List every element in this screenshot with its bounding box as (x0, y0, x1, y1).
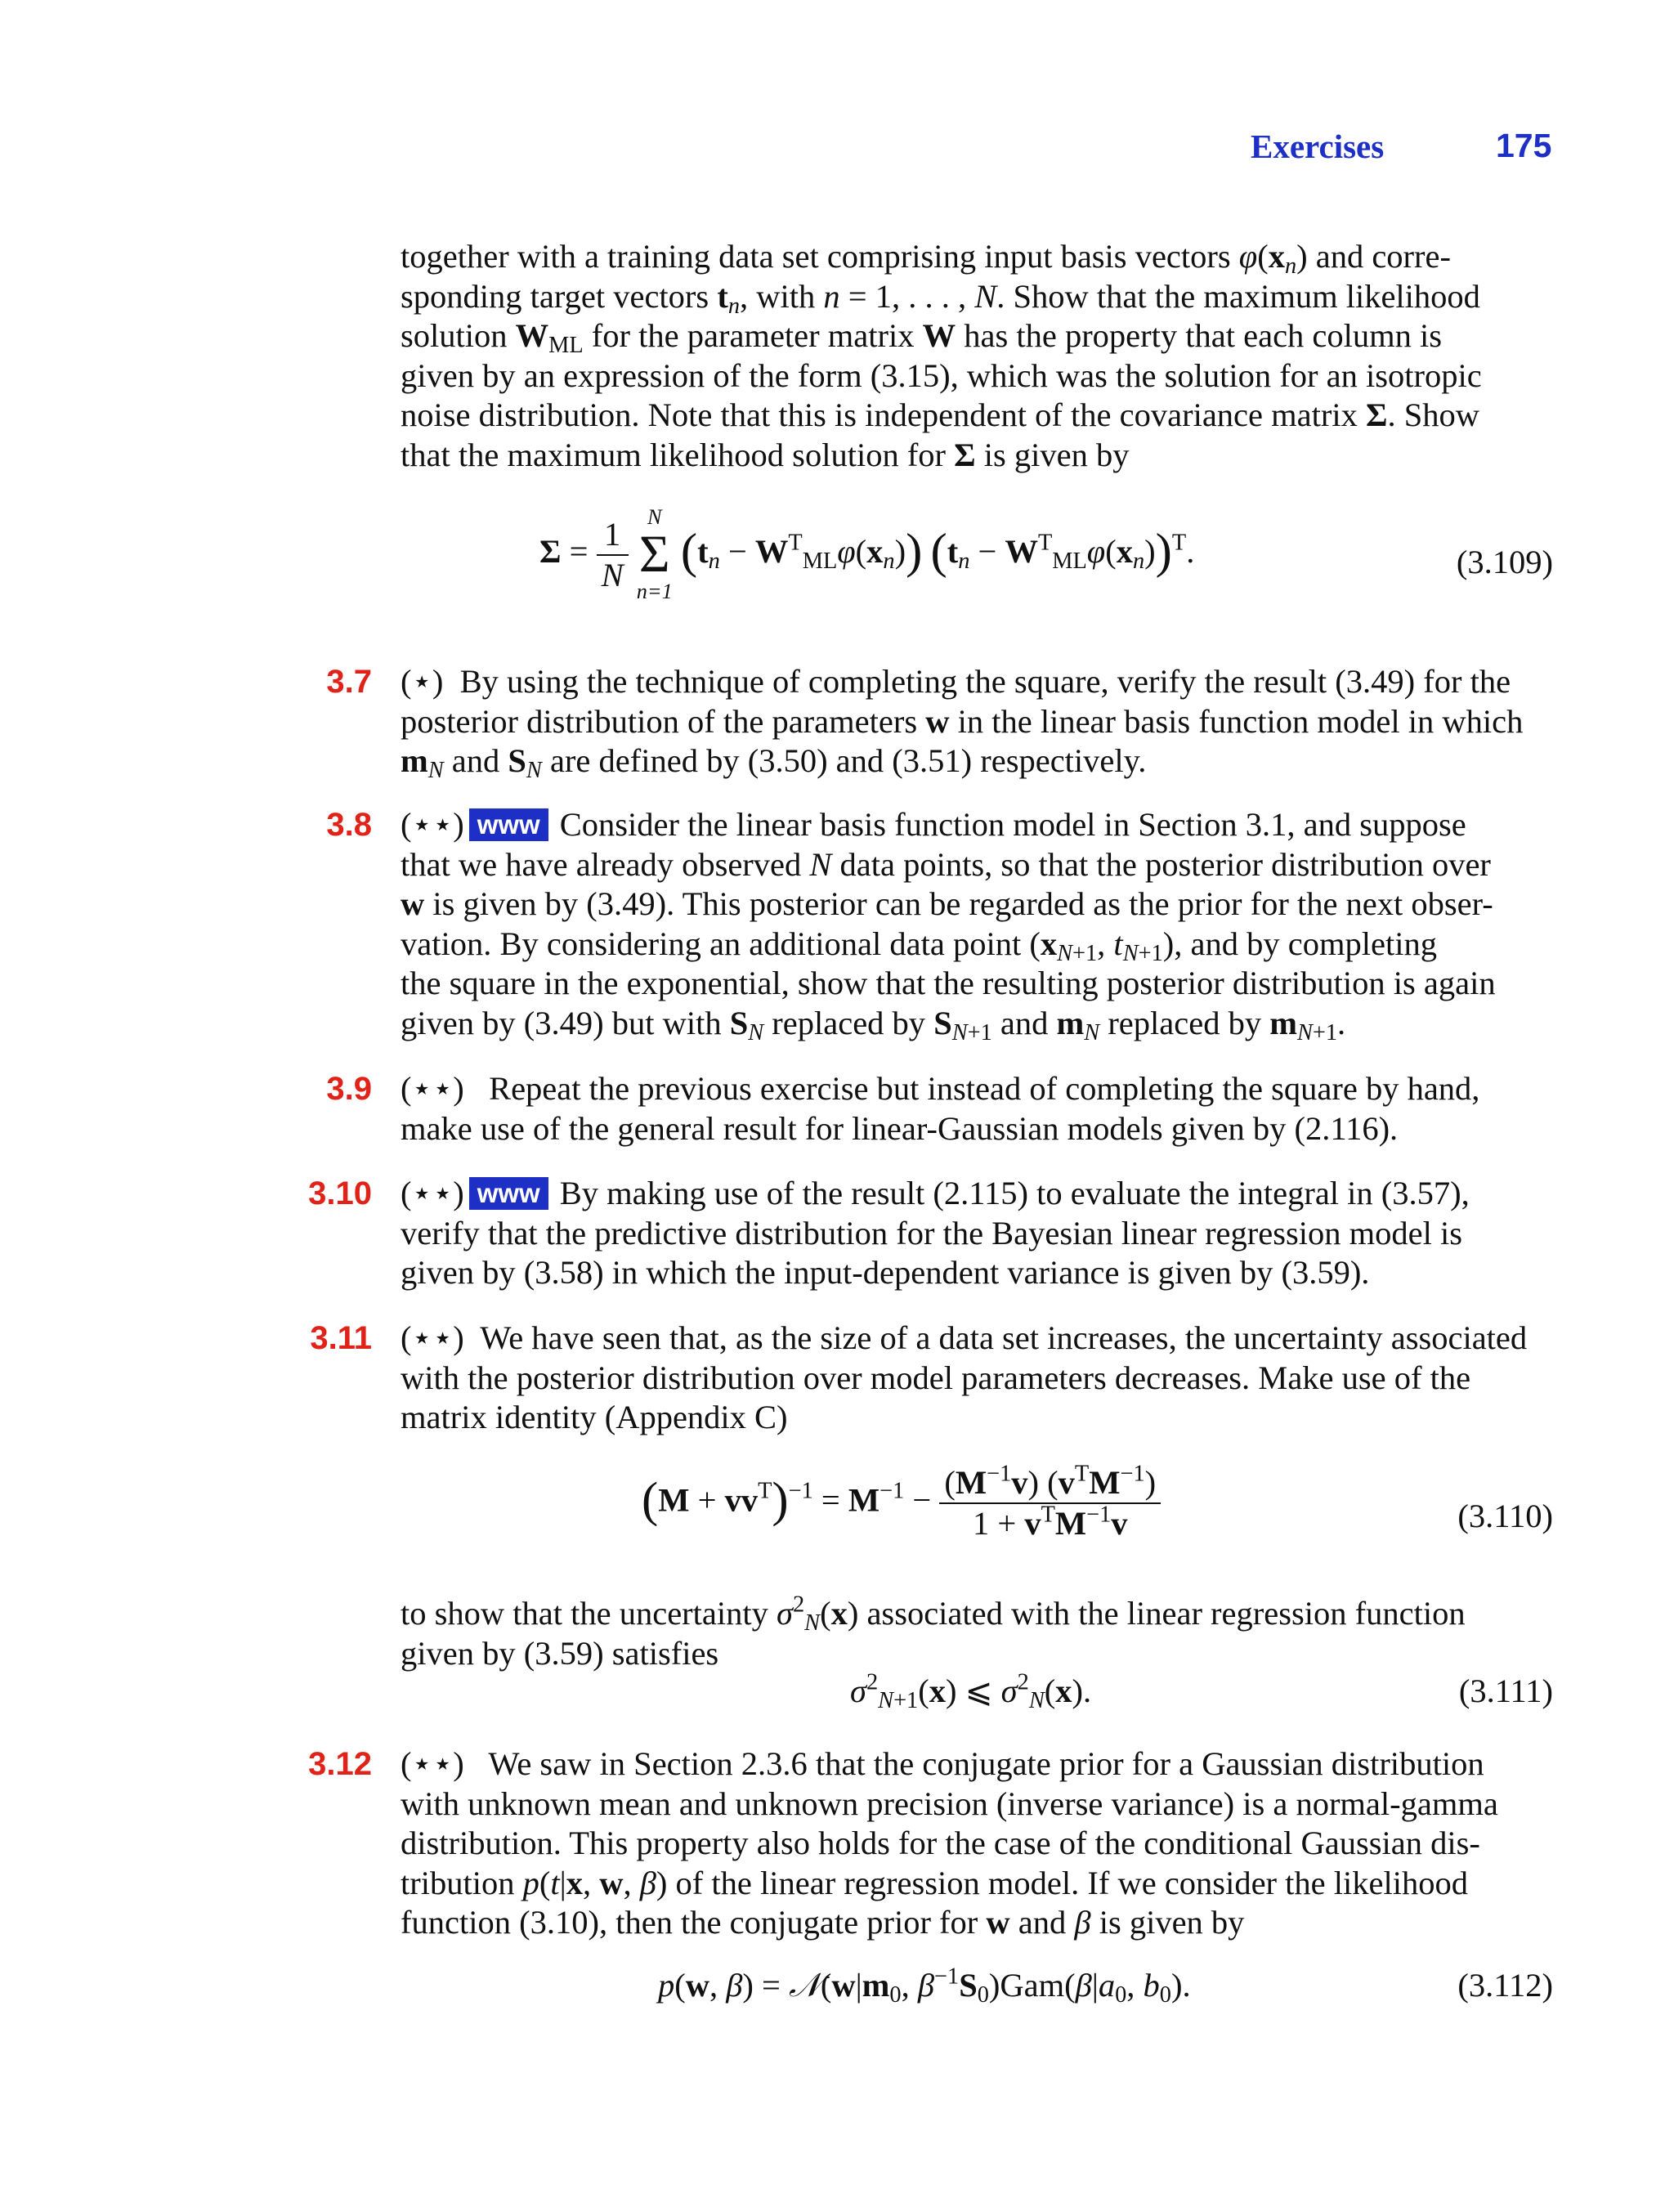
exercise-number: 3.10 (308, 1175, 372, 1211)
exercise-3-11: (⋆⋆) We have seen that, as the size of a data set increases, the uncertainty associated with the posterior distribution over model parameters decreases. Make use of the matrix identity (Appendix C) (401, 1319, 1528, 1435)
exercise-3-8: (⋆⋆) www Consider the linear basis function model in Section 3.1, and suppose that we have already observed N data points, so that the posterior distribution over w is given by (3.49). This posterior can be regarded as the prior for the next obser- vation. By considering an additional data point ($x_{N+1}$, $t_{N+1}$), and by completing the square in the exponential, show that the resulting posterior distribution is again given by (3.49) but with $S_N$ replaced by $S_{N+1}$ and $m_N$ replaced by $m_{N+1}$. (401, 806, 1496, 1046)
exercise-3-7: (⋆) By using the technique of completing the square, verify the result (3.49) for the posterior distribution of the parameters w in the linear basis function model in which $m_N$ and $S_N$ are defined by (3.50) and (3.51) respectively. (401, 663, 1524, 784)
exercise-3-11-continued: to show that the uncertainty $\sigma^2_N(x)$ associated with the linear regression function given by (3.59) satisfies (401, 1592, 1466, 1672)
www-badge[interactable]: www (469, 808, 548, 841)
exercise-number: 3.11 (310, 1320, 372, 1356)
intro-paragraph: together with a training data set comprising input basis vectors $\varphi(x_n)$ and corre- sponding target vectors $t_n$, with n = 1, . . . , N. Show that the maximum likelihood solution $W_{ML}$ for the parameter matrix W has the property that each column is given by an expression of the form (3.15), which was the solution for an isotropic noise distribution. Note that this is independent of the covariance matrix Σ. Show that the maximum likelihood solution for Σ is given by (401, 238, 1482, 473)
exercise-number: 3.7 (326, 664, 372, 700)
www-badge[interactable]: www (469, 1177, 548, 1210)
running-head (0, 127, 1674, 176)
equation-3-111: $\sigma^2_{N+1}(x)$ ⩽ $\sigma^2_N(x)$. (850, 1669, 1092, 1714)
equation-number: (3.109) (1456, 544, 1553, 580)
exercise-3-10: (⋆⋆) www By making use of the result (2.115) to evaluate the integral in (3.57), verify that the predictive distribution for the Bayesian linear regression model is given by (3.58) in which the input-dependent variance is given by (3.59). (401, 1175, 1470, 1291)
equation-3-112: p(w, $\beta) = 𝒩(w|m_0$, $\beta^{-1}S_0)Gam(\beta|a_0$, $b_0$). (658, 1963, 1191, 2008)
exercise-number: 3.12 (308, 1746, 372, 1782)
equation-3-110: $(M + vv^T)^{-1} = M^{-1}$ − $\frac{(M^{-1}v) (v^TM^{-1})}{1 + v^TM^{-1}v}$ (642, 1463, 1161, 1543)
equation-number: (3.112) (1457, 1967, 1553, 2004)
equation-3-109: Σ = $\frac{1}{N}$ N Σ n=1 $(t_n - W^T_{ML}\varphi(x_n)) (t_n - W^T_{ML}\varphi(x_n))^T$. (539, 505, 1195, 604)
exercise-3-9: (⋆⋆) Repeat the previous exercise but instead of completing the square by hand, make use of the general result for linear-Gaussian models given by (2.116). (401, 1070, 1480, 1147)
exercise-number: 3.9 (326, 1071, 372, 1107)
exercise-number: 3.8 (326, 807, 372, 843)
section-title: Exercises (1251, 128, 1385, 165)
exercise-3-12: (⋆⋆) We saw in Section 2.3.6 that the conjugate prior for a Gaussian distribution with unknown mean and unknown precision (inverse variance) is a normal-gamma distribution. This property also holds for the case of the conditional Gaussian dis- tribution p(t|x, w, β) of the linear regression model. If we consider the likelihood function (3.10), then the conjugate prior for w and β is given by (401, 1745, 1498, 1941)
equation-number: (3.111) (1458, 1672, 1553, 1709)
page-number: 175 (1496, 127, 1552, 164)
equation-number: (3.110) (1457, 1498, 1553, 1534)
